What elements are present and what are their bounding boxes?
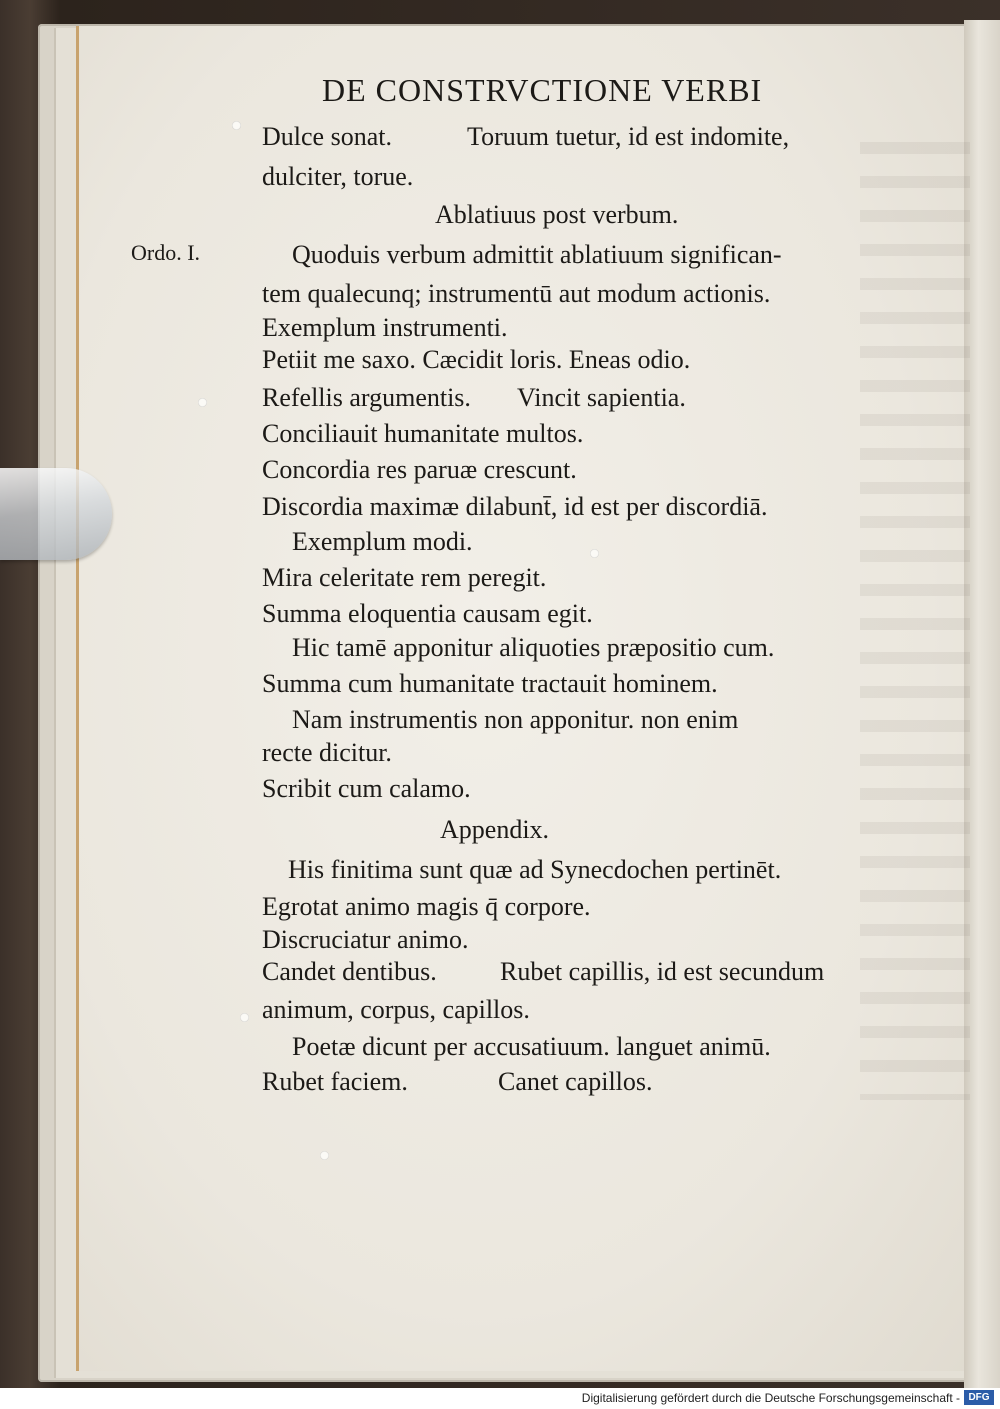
text-line: Summa cum humanitate tractauit hominem. — [262, 669, 718, 698]
binding-hole — [590, 549, 599, 558]
text-line: recte dicitur. — [262, 738, 392, 767]
section-heading: Ablatiuus post verbum. — [435, 200, 679, 229]
text-line: Refellis argumentis. Vincit sapientia. — [262, 383, 686, 412]
text-line: Hic tamē apponitur aliquoties præpositio cum. — [292, 633, 775, 662]
binding-hole — [198, 398, 207, 407]
text-line: Mira celeritate rem peregit. — [262, 563, 547, 592]
text-line: Egrotat animo magis q̄ corpore. — [262, 892, 591, 921]
text-line: Dulce sonat. Toruum tuetur, id est indomite, — [262, 122, 790, 151]
text-line-second-column: Rubet capillis, id est secundum — [500, 957, 825, 986]
text-line-second-column: Vincit sapientia. — [517, 383, 686, 412]
bleed-through-text — [860, 120, 970, 1100]
footer-bar — [0, 1388, 1000, 1409]
text-line: Petiit me saxo. Cæcidit loris. Eneas odio. — [262, 345, 691, 374]
text-line: Conciliauit humanitate multos. — [262, 419, 584, 448]
text-line: Rubet faciem. Canet capillos. — [262, 1067, 653, 1096]
section-heading: Appendix. — [440, 815, 550, 844]
text-line: His finitima sunt quæ ad Synecdochen pertinēt. — [288, 855, 782, 884]
text-line: tem qualecunq; instrumentū aut modum actionis. — [262, 279, 771, 308]
binding-hole — [240, 1013, 249, 1022]
section-heading: Exemplum modi. — [292, 527, 473, 556]
text-line: Discordia maximæ dilabunt̄, id est per discordiā. — [262, 492, 768, 521]
text-line: Candet dentibus. Rubet capillis, id est secundum — [262, 957, 825, 986]
page-heading: DE CONSTRVCTIONE VERBI — [322, 72, 763, 108]
text-line: Discruciatur animo. — [262, 925, 469, 954]
text-line: dulciter, torue. — [262, 162, 414, 191]
text-line-second-column: Canet capillos. — [498, 1067, 653, 1096]
text-line: Quoduis verbum admittit ablatiuum significan- — [292, 240, 782, 269]
binding-hole — [320, 1151, 329, 1160]
text-line: Nam instrumentis non apponitur. non enim — [292, 705, 739, 734]
text-line: Scribit cum calamo. — [262, 774, 471, 803]
text-line: Concordia res paruæ crescunt. — [262, 455, 577, 484]
text-line-second-column: Toruum tuetur, id est indomite, — [467, 122, 790, 151]
text-line: Exemplum instrumenti. — [262, 313, 508, 342]
text-line: Summa eloquentia causam egit. — [262, 599, 593, 628]
binding-hole — [232, 121, 241, 130]
marginal-note: Ordo. I. — [131, 240, 201, 265]
dfg-logo: DFG — [964, 1390, 994, 1405]
footer-credit: Digitalisierung gefördert durch die Deutsche Forschungsgemeinschaft - — [581, 1391, 960, 1405]
text-line: Poetæ dicunt per accusatiuum. languet animū. — [292, 1032, 771, 1061]
page-clip — [0, 468, 112, 560]
text-line: animum, corpus, capillos. — [262, 995, 530, 1024]
